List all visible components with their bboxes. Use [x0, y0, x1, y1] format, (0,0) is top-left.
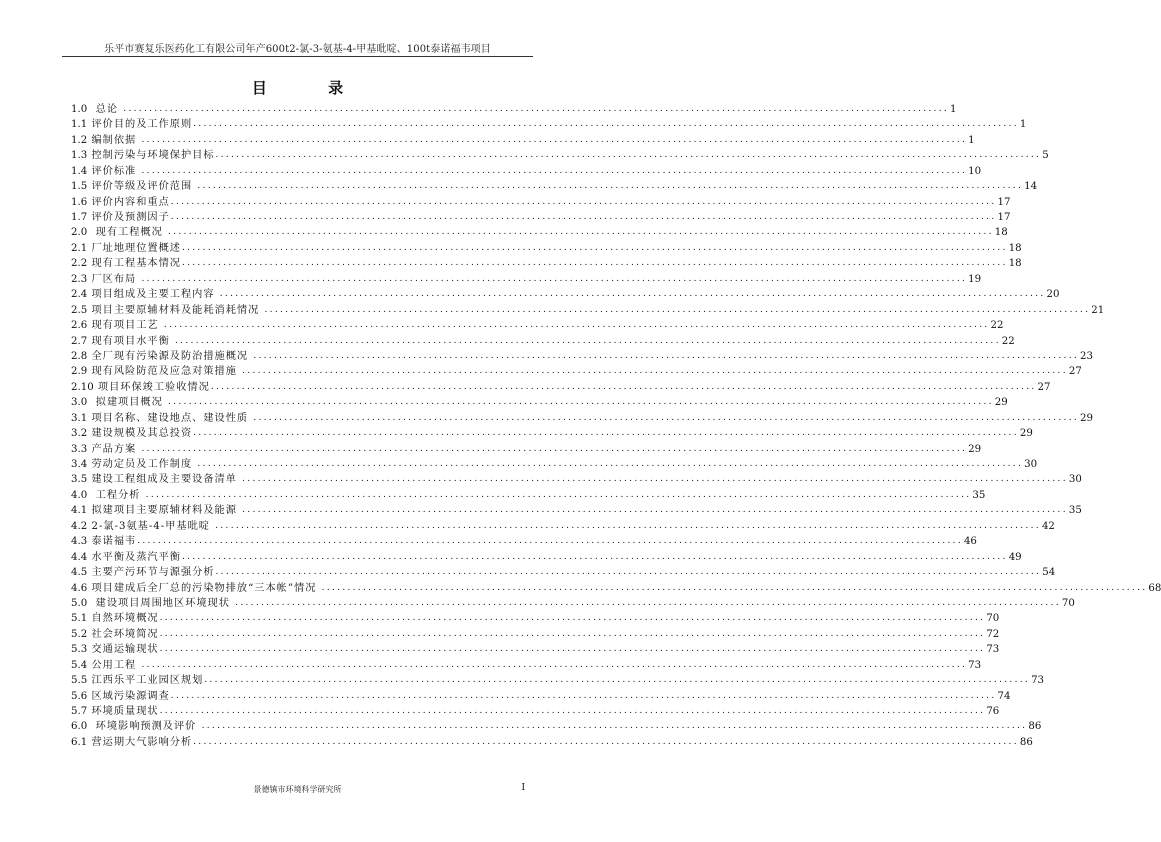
- toc-entry-page: 46: [963, 536, 977, 548]
- toc-leader-dots: ................................................................................................................................................................: [193, 428, 1019, 439]
- toc-entry-number: 3.1: [71, 412, 88, 424]
- toc-entry-number: 1.5: [71, 181, 88, 193]
- toc-entry-number: 3.5: [71, 474, 88, 486]
- toc-entry-page: 22: [1001, 335, 1015, 347]
- toc-entry-title: 环境影响预测及评价: [87, 721, 201, 733]
- toc-leader-dots: ................................................................................................................................................................: [197, 181, 1024, 192]
- toc-entry[interactable]: [71, 473, 1082, 488]
- toc-entry-title: 产品方案: [87, 443, 141, 455]
- toc-leader-dots: ................................................................................................................................................................: [181, 258, 1008, 269]
- toc-entry-title: 工程分析: [87, 489, 145, 501]
- toc-leader-dots: ................................................................................................................................................................: [170, 196, 997, 207]
- toc-entry-title: 营运期大气影响分析: [87, 736, 193, 748]
- toc-entry-page: 86: [1028, 721, 1042, 733]
- toc-entry-title: 环境质量现状: [87, 706, 159, 718]
- header-rule: [62, 56, 533, 57]
- toc-entry-number: 1.1: [71, 119, 88, 131]
- toc-entry-page: 54: [1042, 567, 1056, 579]
- toc-entry[interactable]: [71, 442, 982, 457]
- toc-entry-title: 项目组成及主要工程内容: [87, 289, 219, 301]
- toc-entry-title: 评价目的及工作原则: [87, 119, 193, 131]
- toc-entry-title: 项目环保竣工验收情况: [93, 381, 210, 393]
- toc-leader-dots: ................................................................................................................................................................: [123, 103, 950, 114]
- toc-leader-dots: ................................................................................................................................................................: [242, 505, 1068, 516]
- toc-entry-number: 3.3: [71, 443, 88, 455]
- toc-leader-dots: ................................................................................................................................................................: [253, 350, 1080, 361]
- toc-entry[interactable]: [71, 133, 975, 148]
- toc-entry-number: 1.4: [71, 165, 88, 177]
- toc-entry[interactable]: [71, 658, 982, 673]
- toc-entry-page: 73: [986, 644, 1000, 656]
- toc-leader-dots: ................................................................................................................................................................: [253, 412, 1080, 423]
- toc-entry-title: 现有风险防范及应急对策措施: [87, 366, 242, 378]
- toc-entry-title: 现有工程基本情况: [87, 258, 181, 270]
- toc-entry-page: 23: [1080, 350, 1094, 362]
- toc-leader-dots: ................................................................................................................................................................: [181, 242, 1008, 253]
- toc-entry-page: 49: [1008, 551, 1022, 563]
- toc-entry-number: 2.3: [71, 273, 88, 285]
- toc-entry-title: 编制依据: [87, 134, 141, 146]
- toc-entry-title: 现有工程概况: [87, 227, 168, 239]
- toc-entry-title: 现有项目工艺: [87, 320, 163, 332]
- toc-entry-title: 主要产污环节与源强分析: [87, 567, 215, 579]
- footer-organization: 景德镇市环境科学研究所: [253, 785, 342, 794]
- toc-entry-page: 18: [994, 227, 1008, 239]
- toc-entry-title: 项目建成后全厂总的污染物排放“三本帐”情况: [87, 582, 321, 594]
- toc-entry-title: 水平衡及蒸汽平衡: [87, 551, 181, 563]
- toc-entry[interactable]: [71, 179, 1038, 194]
- toc-entry-page: 29: [1080, 412, 1094, 424]
- toc-entry[interactable]: [71, 704, 1000, 719]
- toc-entry-number: 1.2: [71, 134, 88, 146]
- toc-entry-page: 1: [1019, 119, 1027, 131]
- toc-entry-title: 现有项目水平衡: [87, 335, 174, 347]
- toc-entry-page: 17: [997, 212, 1011, 224]
- toc-entry[interactable]: [71, 303, 1105, 318]
- toc-entry[interactable]: [71, 642, 1000, 657]
- toc-entry-page: 35: [1068, 505, 1082, 517]
- toc-entry[interactable]: [71, 519, 1055, 534]
- toc-entry-number: 4.5: [71, 567, 88, 579]
- toc-entry-page: 21: [1091, 304, 1105, 316]
- toc-entry-page: 17: [997, 196, 1011, 208]
- toc-entry-page: 76: [986, 706, 1000, 718]
- toc-entry-page: 74: [997, 690, 1011, 702]
- toc-leader-dots: ................................................................................................................................................................: [235, 597, 1061, 608]
- toc-entry-title: 劳动定员及工作制度: [87, 459, 197, 471]
- toc-leader-dots: ................................................................................................................................................................: [197, 459, 1024, 470]
- toc-entry[interactable]: [71, 287, 1060, 302]
- toc-entry-number: 1.6: [71, 196, 88, 208]
- toc-leader-dots: ................................................................................................................................................................: [215, 520, 1041, 531]
- toc-leader-dots: ................................................................................................................................................................: [141, 443, 968, 454]
- toc-entry[interactable]: [71, 627, 1000, 642]
- toc-entry-title: 项目主要原辅材料及能耗消耗情况: [87, 304, 264, 316]
- toc-entry-page: 1: [968, 134, 975, 146]
- toc-entry[interactable]: [71, 210, 1011, 225]
- toc-entry[interactable]: [71, 380, 1051, 395]
- toc-leader-dots: ................................................................................................................................................................: [219, 289, 1046, 300]
- toc-leader-dots: ................................................................................................................................................................: [201, 721, 1028, 732]
- toc-leader-dots: ................................................................................................................................................................: [141, 134, 968, 145]
- toc-entry-number: 5.3: [71, 644, 88, 656]
- toc-entry[interactable]: [71, 457, 1038, 472]
- toc-entry-number: 2.6: [71, 320, 88, 332]
- toc-leader-dots: ................................................................................................................................................................: [204, 675, 1031, 686]
- toc-entry-title: 评价及预测因子: [87, 212, 170, 224]
- toc-leader-dots: ................................................................................................................................................................: [181, 551, 1008, 562]
- toc-entry[interactable]: [71, 611, 1000, 626]
- toc-entry-number: 2.9: [71, 366, 88, 378]
- toc-entry-number: 5.1: [71, 613, 88, 625]
- toc-entry-number: 2.1: [71, 242, 88, 254]
- toc-leader-dots: ................................................................................................................................................................: [159, 628, 986, 639]
- toc-entry-title: 全厂现有污染源及防治措施概况: [87, 350, 253, 362]
- running-header: 乐平市赛复乐医药化工有限公司年产600t2-氯-3-氨基-4-甲基吡啶、100t泰诺福韦项目: [104, 44, 491, 55]
- toc-leader-dots: ................................................................................................................................................................: [159, 613, 986, 624]
- toc-entry-page: 86: [1019, 736, 1033, 748]
- toc-entry-title: 区域污染源调查: [87, 690, 170, 702]
- toc-entry-title: 建设规模及其总投资: [87, 428, 193, 440]
- toc-entry-page: 1: [950, 103, 957, 115]
- toc-leader-dots: ................................................................................................................................................................: [168, 227, 994, 238]
- toc-entry-number: 4.0: [71, 489, 88, 501]
- toc-entry[interactable]: [71, 364, 1082, 379]
- toc-entry[interactable]: [71, 581, 1161, 596]
- toc-leader-dots: ................................................................................................................................................................: [193, 736, 1019, 747]
- page-number: I: [521, 783, 525, 793]
- toc-entry-number: 4.6: [71, 582, 88, 594]
- toc-entry-page: 20: [1046, 289, 1060, 301]
- toc-entry-title: 评价标准: [87, 165, 141, 177]
- toc-entry-number: 2.7: [71, 335, 88, 347]
- toc-entry-page: 30: [1068, 474, 1082, 486]
- toc-entry-page: 18: [1008, 258, 1022, 270]
- toc-leader-dots: ................................................................................................................................................................: [145, 489, 972, 500]
- toc-leader-dots: ................................................................................................................................................................: [168, 397, 994, 408]
- toc-entry[interactable]: [71, 503, 1082, 518]
- toc-entry[interactable]: [71, 426, 1033, 441]
- toc-leader-dots: ................................................................................................................................................................: [215, 567, 1042, 578]
- toc-entry-page: 68: [1148, 582, 1161, 594]
- toc-entry[interactable]: [71, 395, 1008, 410]
- toc-entry-number: 6.0: [71, 721, 88, 733]
- toc-entry[interactable]: [71, 226, 1008, 241]
- toc-leader-dots: ................................................................................................................................................................: [159, 644, 986, 655]
- toc-entry-title: 交通运输现状: [87, 644, 159, 656]
- toc-entry[interactable]: [71, 411, 1094, 426]
- toc-entry-page: 70: [1061, 597, 1075, 609]
- toc-entry-title: 建设工程组成及主要设备清单: [87, 474, 242, 486]
- toc-entry[interactable]: [71, 256, 1022, 271]
- toc-entry-title: 拟建项目概况: [87, 397, 168, 409]
- toc-leader-dots: ................................................................................................................................................................: [242, 366, 1068, 377]
- toc-entry-page: 42: [1041, 520, 1055, 532]
- toc-entry-number: 1.0: [71, 103, 88, 115]
- toc-entry[interactable]: [71, 334, 1015, 349]
- toc-entry-number: 2.8: [71, 350, 88, 362]
- toc-entry-page: 10: [968, 165, 982, 177]
- toc-entry-title: 2-氯-3氨基-4-甲基吡啶: [87, 520, 215, 532]
- toc-entry-page: 70: [986, 613, 1000, 625]
- toc-entry-page: 29: [1019, 428, 1033, 440]
- toc-leader-dots: ................................................................................................................................................................: [242, 474, 1068, 485]
- toc-entry-number: 1.3: [71, 150, 88, 162]
- toc-entry-number: 2.2: [71, 258, 88, 270]
- toc-entry-title: 拟建项目主要原辅材料及能源: [87, 505, 242, 517]
- toc-entry-title: 评价内容和重点: [87, 196, 170, 208]
- toc-entry[interactable]: [71, 148, 1049, 163]
- toc-entry-page: 27: [1068, 366, 1082, 378]
- toc-entry[interactable]: [71, 164, 982, 179]
- toc-entry-number: 1.7: [71, 212, 88, 224]
- toc-entry-page: 18: [1008, 242, 1022, 254]
- toc-leader-dots: ................................................................................................................................................................: [141, 165, 968, 176]
- toc-entry-number: 4.4: [71, 551, 88, 563]
- toc-leader-dots: ................................................................................................................................................................: [170, 690, 997, 701]
- toc-entry-page: 27: [1037, 381, 1051, 393]
- toc-entry[interactable]: [71, 534, 977, 549]
- toc-entry-title: 总论: [87, 103, 123, 115]
- toc-entry-number: 2.5: [71, 304, 88, 316]
- toc-entry-page: 30: [1024, 459, 1038, 471]
- toc-entry[interactable]: [71, 673, 1045, 688]
- toc-entry[interactable]: [71, 241, 1022, 256]
- toc-entry[interactable]: [71, 689, 1011, 704]
- toc-entry-number: 5.7: [71, 706, 88, 718]
- toc-entry-title: 泰诺福韦: [87, 536, 137, 548]
- toc-leader-dots: ................................................................................................................................................................: [210, 381, 1037, 392]
- toc-entry-page: 22: [990, 320, 1004, 332]
- toc-entry-page: 29: [968, 443, 982, 455]
- toc-entry[interactable]: [71, 349, 1094, 364]
- toc-title: 目 录: [251, 79, 372, 97]
- toc-leader-dots: ................................................................................................................................................................: [137, 536, 963, 547]
- toc-entry-number: 5.2: [71, 628, 88, 640]
- toc-entry[interactable]: [71, 102, 957, 117]
- toc-leader-dots: ................................................................................................................................................................: [141, 659, 968, 670]
- toc-entry[interactable]: [71, 272, 982, 287]
- toc-entry-title: 项目名称、建设地点、建设性质: [87, 412, 253, 424]
- toc-entry-page: 14: [1024, 181, 1038, 193]
- toc-leader-dots: ................................................................................................................................................................: [321, 582, 1148, 593]
- toc-entry-number: 6.1: [71, 736, 88, 748]
- toc-entry-title: 社会环境简况: [87, 628, 159, 640]
- toc-entry-number: 2.10: [71, 381, 94, 393]
- toc-entry-title: 控制污染与环境保护目标: [87, 150, 215, 162]
- toc-entry[interactable]: [71, 488, 986, 503]
- toc-leader-dots: ................................................................................................................................................................: [193, 119, 1019, 130]
- toc-entry-title: 厂址地理位置概述: [87, 242, 181, 254]
- toc-entry[interactable]: [71, 565, 1056, 580]
- toc-entry-page: 72: [986, 628, 1000, 640]
- toc-entry[interactable]: [71, 596, 1075, 611]
- toc-entry-number: 3.4: [71, 459, 88, 471]
- toc-leader-dots: ................................................................................................................................................................: [175, 335, 1001, 346]
- toc-leader-dots: ................................................................................................................................................................: [264, 304, 1091, 315]
- toc-entry-title: 江西乐平工业园区规划: [87, 675, 204, 687]
- toc-entry-number: 4.1: [71, 505, 88, 517]
- toc-entry-number: 2.0: [71, 227, 88, 239]
- toc-leader-dots: ................................................................................................................................................................: [170, 212, 997, 223]
- toc-entry[interactable]: [71, 318, 1004, 333]
- toc-entry-title: 厂区布局: [87, 273, 141, 285]
- toc-entry-number: 2.4: [71, 289, 88, 301]
- toc-leader-dots: ................................................................................................................................................................: [159, 706, 986, 717]
- toc-entry-title: 建设项目周围地区环境现状: [87, 597, 235, 609]
- toc-entry-number: 3.0: [71, 397, 88, 409]
- toc-entry[interactable]: [71, 550, 1022, 565]
- toc-entry[interactable]: [71, 117, 1027, 132]
- toc-entry-number: 4.3: [71, 536, 88, 548]
- toc-entry-page: 73: [968, 659, 982, 671]
- toc-entry[interactable]: [71, 720, 1042, 735]
- toc-leader-dots: ................................................................................................................................................................: [141, 273, 968, 284]
- toc-entry-page: 73: [1031, 675, 1045, 687]
- toc-entry-page: 29: [994, 397, 1008, 409]
- toc-entry-page: 19: [968, 273, 982, 285]
- toc-entry-title: 自然环境概况: [87, 613, 159, 625]
- toc-leader-dots: ................................................................................................................................................................: [163, 320, 990, 331]
- table-of-contents: [71, 102, 1161, 750]
- toc-entry-number: 5.0: [71, 597, 88, 609]
- toc-entry-page: 5: [1042, 150, 1049, 162]
- toc-entry-title: 评价等级及评价范围: [87, 181, 197, 193]
- toc-leader-dots: ................................................................................................................................................................: [215, 150, 1042, 161]
- toc-entry-number: 3.2: [71, 428, 88, 440]
- toc-entry[interactable]: [71, 195, 1011, 210]
- toc-entry-title: 公用工程: [87, 659, 141, 671]
- toc-entry-number: 4.2: [71, 520, 88, 532]
- toc-entry[interactable]: [71, 735, 1033, 750]
- toc-entry-page: 35: [972, 489, 986, 501]
- toc-entry-number: 5.6: [71, 690, 88, 702]
- toc-entry-number: 5.5: [71, 675, 88, 687]
- toc-entry-number: 5.4: [71, 659, 88, 671]
